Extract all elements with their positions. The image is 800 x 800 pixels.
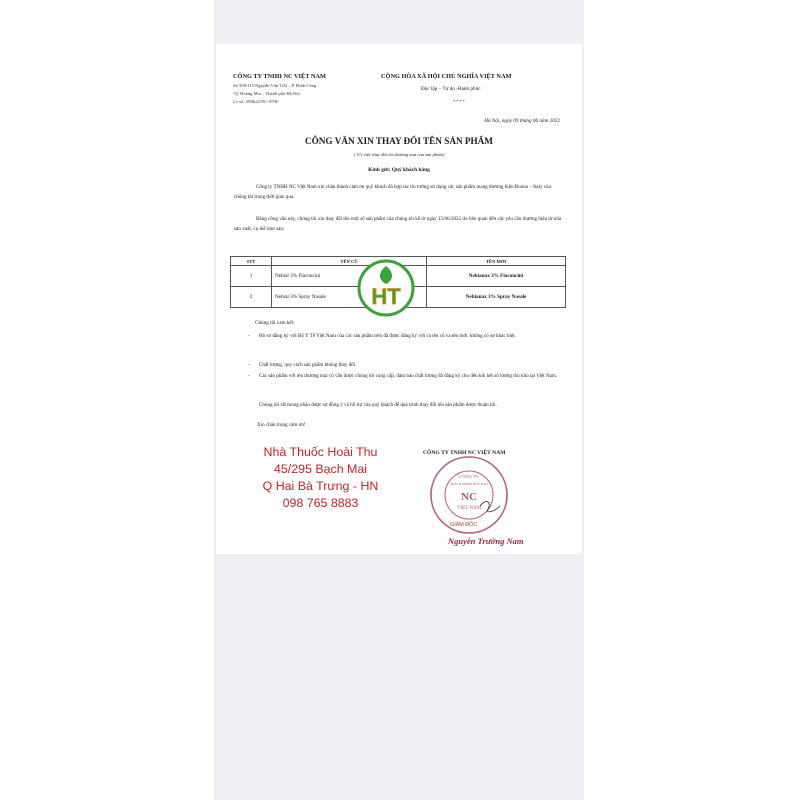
closing-thanks: Xin chân trọng cảm ơn!	[257, 422, 306, 428]
commitment-item: - Các sản phẩm với tên thương mại cũ vẫn được chúng tôi cung cấp, đảm bảo chất lượng đã đăng ký cho đến khi hết số lượng tồn kho tại Việt Nam.	[248, 373, 558, 379]
document-date: Hà Nội, ngày 09 tháng 06 năm 2022	[484, 118, 560, 124]
commitment-item: - Hồ sơ đăng ký với Bộ Y Tế Việt Nam của các sản phẩm trên đã được đăng ký với cả tên cũ và tên mới, không có sự khác biệt.	[248, 333, 516, 339]
signer-title: GIÁM ĐỐC	[450, 522, 478, 528]
row-new-name: Nebianax 3% Spray Nasale	[427, 287, 566, 308]
header-old-name: TÊN CŨ	[272, 257, 427, 266]
national-title: CỘNG HÒA XÃ HỘI CHỦ NGHĨA VIỆT NAM	[381, 73, 512, 80]
signer-signature-name: Nguyễn Trường Nam	[448, 536, 524, 546]
svg-text:NC: NC	[461, 491, 477, 503]
row-stt: 1	[231, 266, 272, 287]
logo-text: HT	[371, 284, 401, 309]
row-stt: 2	[231, 287, 272, 308]
document-ref: Cv số: 090622/NC-NTW	[233, 99, 279, 104]
closing-paragraph: Chúng tôi rất mong nhận được sự đồng ý và hỗ trợ của quý khách để quá trình thay đổi tên sản phẩm được thuận lợi.	[259, 402, 497, 408]
pharmacy-name: Nhà Thuốc Hoài Thu	[263, 445, 378, 459]
company-address-1: Số 508/115 Nguyễn Văn Trỗi – P. Định Công	[233, 83, 317, 88]
separator: ****	[453, 99, 466, 104]
paragraph-2: Bằng công văn này, chúng tôi xin thay đổi tên một số sản phẩm của chúng tôi kể từ ngày 15/06/2022 do liên quan đến các yêu cầu thương hiệu từ nhà sản xuất, cụ thể như sau:	[234, 216, 562, 232]
header-new-name: TÊN MỚI	[427, 257, 566, 266]
pharmacy-stamp	[248, 444, 393, 512]
commitment-intro: Chúng tôi cam kết:	[255, 320, 295, 326]
ht-logo	[356, 258, 416, 318]
pharmacy-district: Q Hai Bà Trưng - HN	[262, 479, 379, 493]
company-address-2: -Q. Hoàng Mai – Thành phố Hà Nội	[233, 91, 300, 96]
company-name: CÔNG TY TNHH NC VIỆT NAM	[233, 73, 326, 80]
row-old-name: Nebial 3% Flaconcini	[272, 266, 427, 287]
commitment-item: - Chất lượng, quy cách sản phẩm không thay đổi.	[248, 362, 357, 368]
national-motto: Độc lập – Tự do -Hạnh phúc	[421, 86, 481, 92]
svg-text:VIỆT NAM: VIỆT NAM	[456, 506, 482, 511]
svg-text:CÔNG TY: CÔNG TY	[459, 474, 479, 479]
document-title: CÔNG VĂN XIN THAY ĐỔI TÊN SẢN PHẨM	[305, 136, 493, 146]
header-stt: STT	[231, 257, 272, 266]
greeting: Kính gửi: Quý khách hàng	[368, 167, 430, 173]
row-new-name: Nebianax 3% Flaconcini	[427, 266, 566, 287]
paragraph-1: Công ty TNHH NC Việt Nam xin chân thành cảm ơn quý khách đã hợp tác tin tưởng sử dụng các sản phẩm mang thương hiệu Buona – Italy của chúng tôi trong thời gian qua.	[234, 184, 551, 200]
pharmacy-address: 45/295 Bạch Mai	[274, 462, 367, 476]
svg-text:TRÁCH NHIỆM HỮU HẠN: TRÁCH NHIỆM HỮU HẠN	[450, 482, 488, 486]
document-page	[216, 44, 582, 554]
pharmacy-phone: 098 765 8883	[282, 496, 359, 510]
row-old-name: Nebial 3% Spray Nasale	[272, 287, 427, 308]
signer-company: CÔNG TY TNHH NC VIỆT NAM	[423, 450, 506, 456]
document-subtitle: ( V/v việc thay đổi tên thương mại của sản phẩm)	[353, 152, 445, 157]
